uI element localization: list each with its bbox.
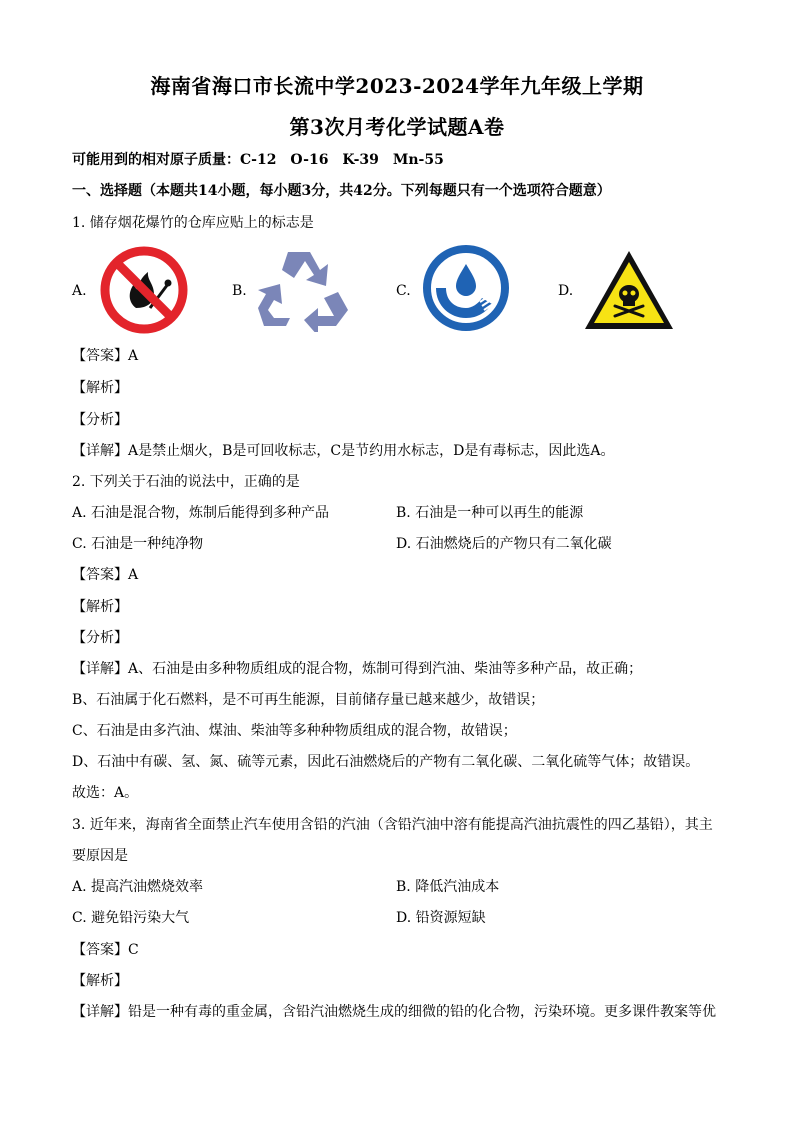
page-title-line2: 第3次月考化学试题A卷 <box>289 115 505 139</box>
q3-detail: 【详解】铅是一种有毒的重金属，含铅汽油燃烧生成的细微的铅的化合物，污染环境。更多课件教案等优 <box>72 1004 716 1020</box>
q2-option-d: D. 石油燃烧后的产物只有二氧化碳 <box>396 536 612 552</box>
q1-label-c: C. <box>396 283 411 299</box>
q1-detail: 【详解】A是禁止烟火，B是可回收标志，C是节约用水标志，D是有毒标志，因此选A。 <box>72 443 615 459</box>
atomic-masses: 可能用到的相对原子质量：C-12 O-16 K-39 Mn-55 <box>72 152 444 168</box>
q2-stem: 2. 下列关于石油的说法中，正确的是 <box>72 474 300 490</box>
section-heading: 一、选择题（本题共14小题，每小题3分，共42分。下列每题只有一个选项符合题意） <box>72 183 611 199</box>
q1-fenxi: 【分析】 <box>72 412 128 428</box>
q3-stem-line2: 要原因是 <box>72 848 128 864</box>
q2-detail-c: C、石油是由多汽油、煤油、柴油等多种种物质组成的混合物，故错误； <box>72 723 517 739</box>
q1-answer: 【答案】A <box>72 348 139 364</box>
q1-label-d: D. <box>558 283 574 299</box>
recycle-icon <box>256 244 350 332</box>
water-saving-icon <box>422 244 510 332</box>
page-title-line1: 海南省海口市长流中学2023-2024学年九年级上学期 <box>150 74 644 98</box>
q2-jiexi: 【解析】 <box>72 599 128 615</box>
q1-label-a: A. <box>72 283 87 299</box>
q3-option-d: D. 铅资源短缺 <box>396 910 486 926</box>
no-fire-icon <box>98 244 190 336</box>
q2-option-a: A. 石油是混合物，炼制后能得到多种产品 <box>72 505 330 521</box>
q2-fenxi: 【分析】 <box>72 630 128 646</box>
q2-answer: 【答案】A <box>72 567 139 583</box>
q1-jiexi: 【解析】 <box>72 380 128 396</box>
q3-jiexi: 【解析】 <box>72 973 128 989</box>
q2-option-b: B. 石油是一种可以再生的能源 <box>396 505 584 521</box>
q2-option-c: C. 石油是一种纯净物 <box>72 536 204 552</box>
q3-option-a: A. 提高汽油燃烧效率 <box>72 879 204 895</box>
q3-answer: 【答案】C <box>72 942 139 958</box>
q3-stem-line1: 3. 近年来，海南省全面禁止汽车使用含铅的汽油（含铅汽油中溶有能提高汽油抗震性的四乙基铅），其主 <box>72 817 713 833</box>
q2-detail-b: B、石油属于化石燃料，是不可再生能源，目前储存量已越来越少，故错误； <box>72 692 545 708</box>
q2-detail-a: 【详解】A、石油是由多种物质组成的混合物，炼制可得到汽油、柴油等多种产品，故正确； <box>72 661 643 677</box>
q3-option-c: C. 避免铅污染大气 <box>72 910 190 926</box>
q2-conclusion: 故选：A。 <box>72 785 139 801</box>
toxic-warning-icon <box>582 248 676 332</box>
q1-stem: 1. 储存烟花爆竹的仓库应贴上的标志是 <box>72 215 314 231</box>
q2-detail-d: D、石油中有碳、氢、氮、硫等元素，因此石油燃烧后的产物有二氧化碳、二氧化硫等气体；故错误。 <box>72 754 700 770</box>
q1-label-b: B. <box>232 283 247 299</box>
q3-option-b: B. 降低汽油成本 <box>396 879 500 895</box>
